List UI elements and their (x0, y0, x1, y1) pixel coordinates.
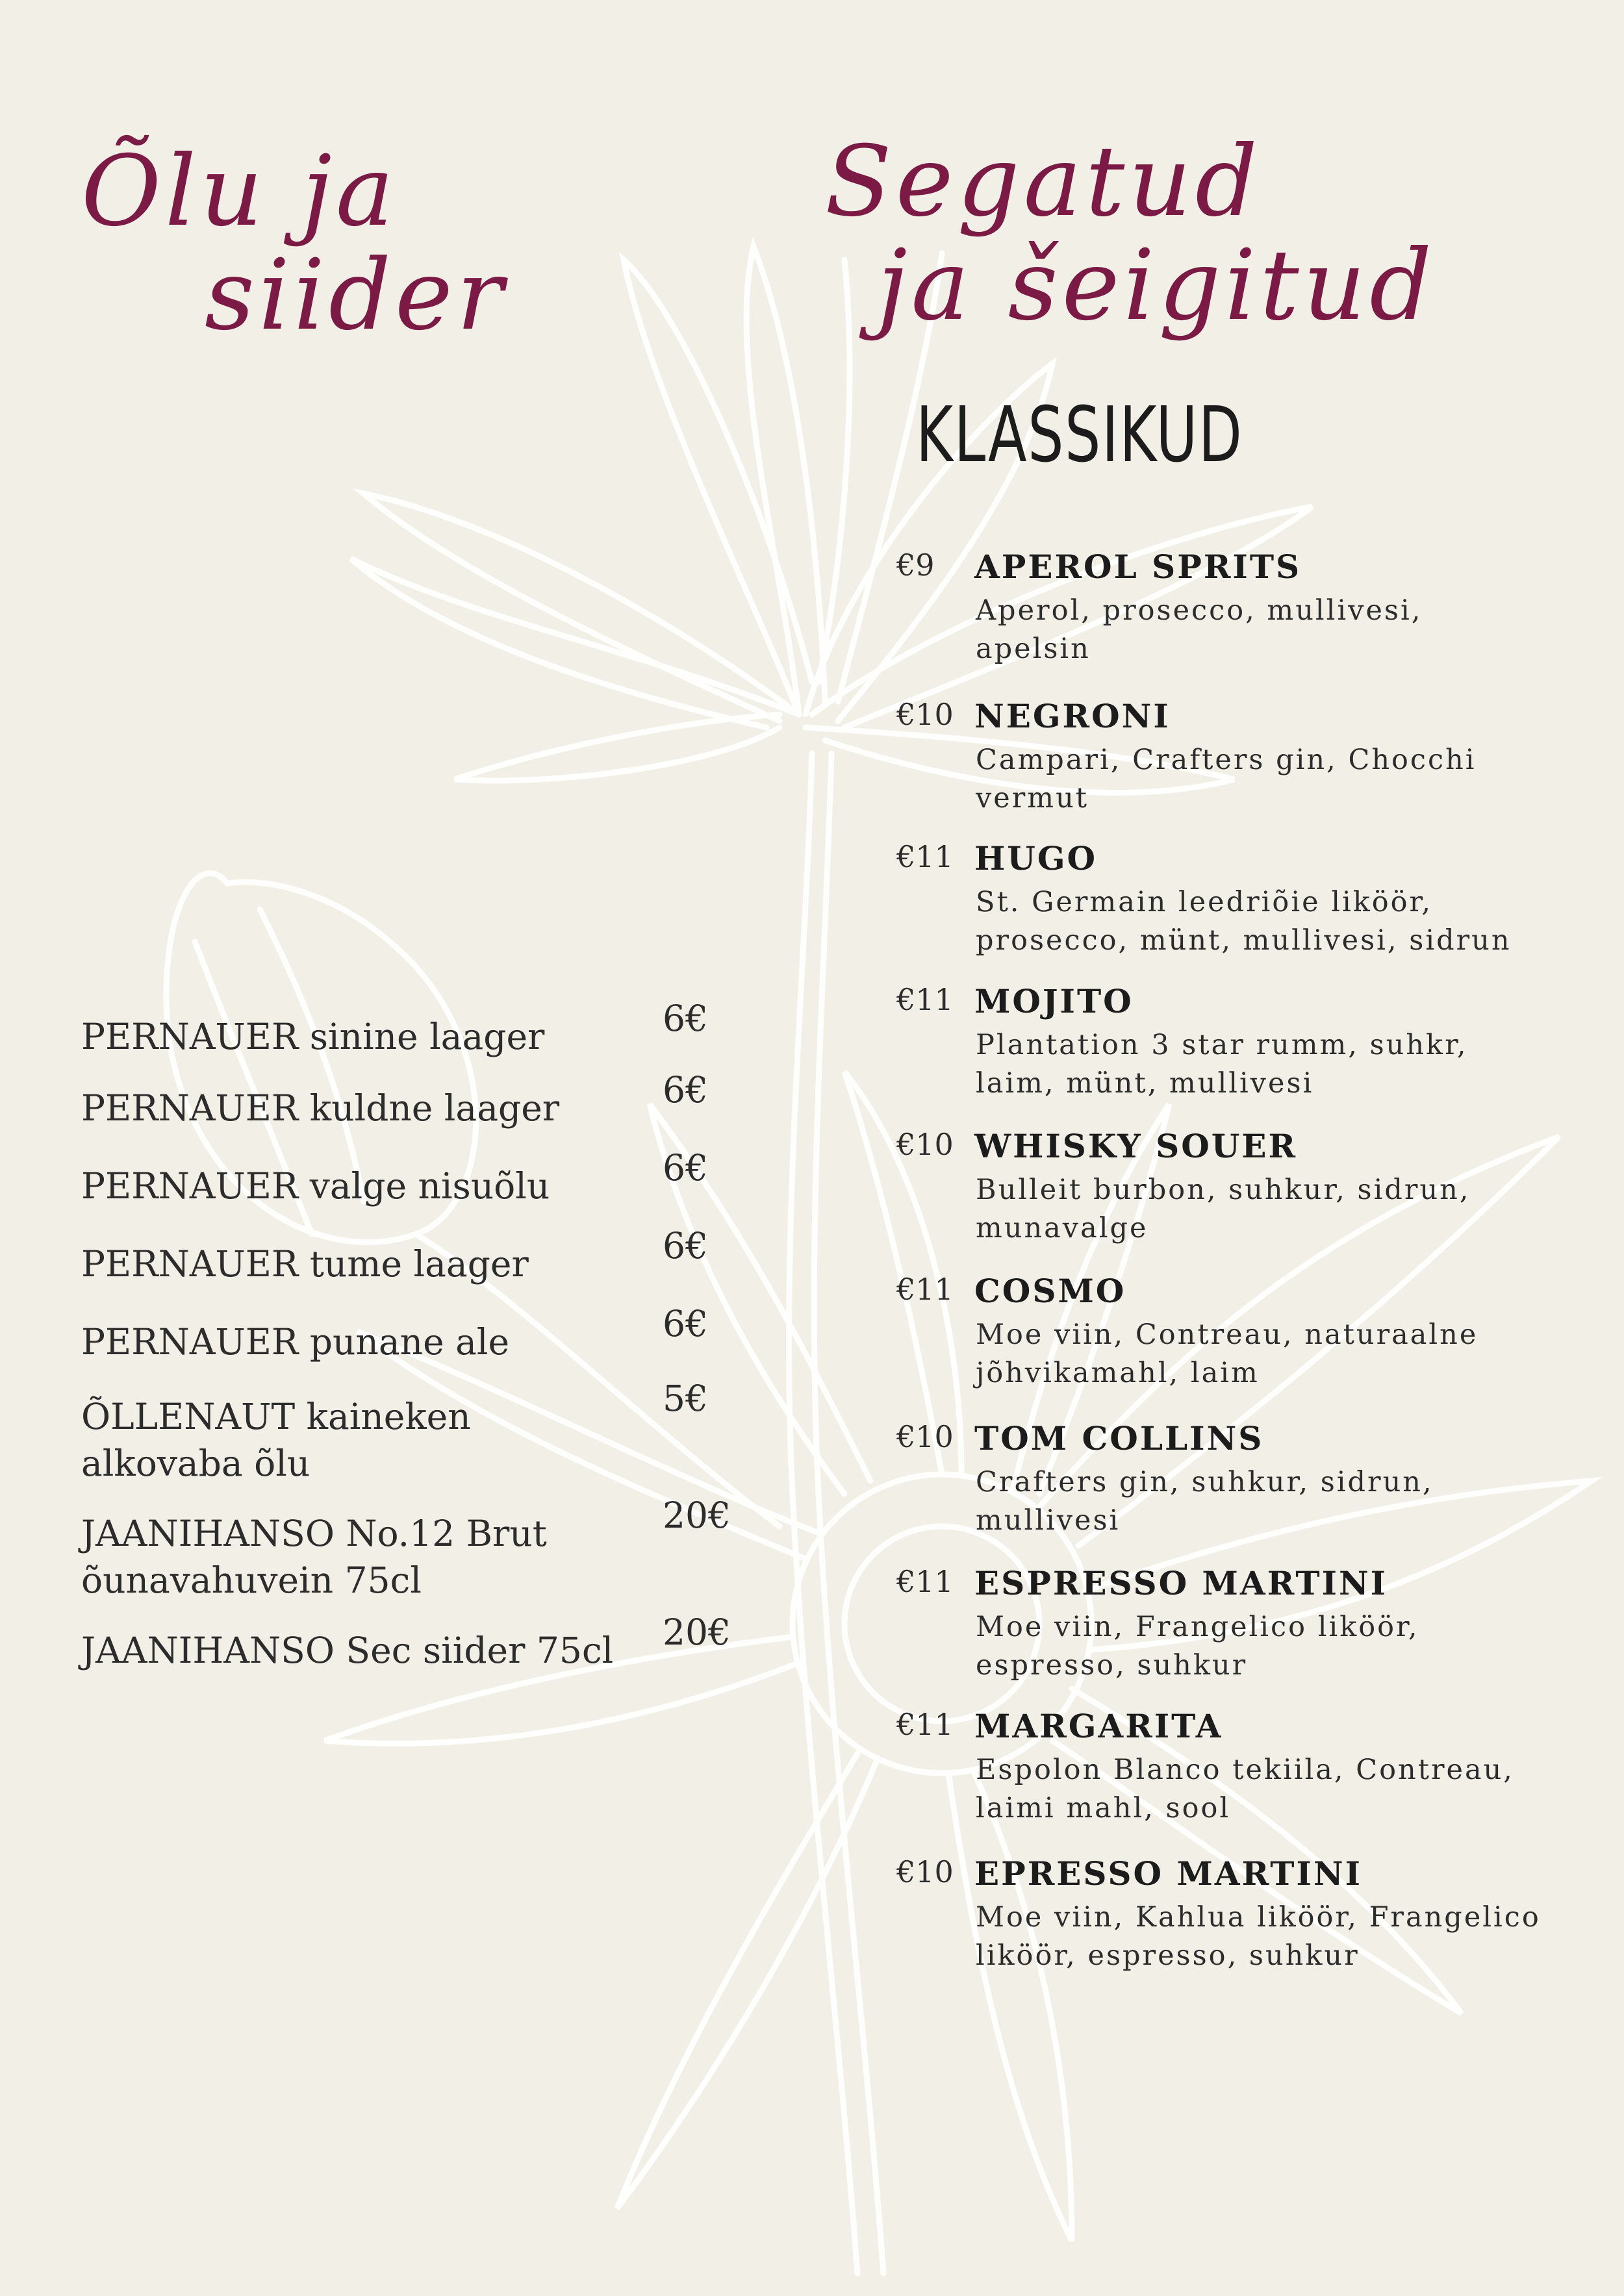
cocktail-name: MARGARITA (974, 1707, 1223, 1745)
beer-name: PERNAUER tume laager (81, 1243, 529, 1285)
beer-price: 20€ (663, 1495, 731, 1536)
cocktail-price: €11 (896, 982, 954, 1017)
beer-price: 6€ (663, 1303, 708, 1344)
cocktail-description: Espolon Blanco tekiila, Contreau, laimi mahl, sool (976, 1754, 1514, 1824)
beer-price: 6€ (663, 1225, 708, 1267)
cocktail-name: APEROL SPRITS (974, 548, 1302, 586)
beer-name: PERNAUER kuldne laager (81, 1087, 560, 1129)
cocktail-name: NEGRONI (974, 697, 1171, 735)
beer-title-line1: Õlu ja (81, 135, 398, 248)
cocktail-name: ESPRESSO MARTINI (974, 1564, 1388, 1602)
cocktail-price: €10 (896, 697, 954, 732)
cocktail-price: €11 (896, 839, 954, 874)
cocktail-description: Bulleit burbon, suhkur, sidrun, munavalge (976, 1174, 1471, 1244)
cocktail-price: €11 (896, 1564, 954, 1599)
cocktail-description: Moe viin, Frangelico liköör, espresso, suhkur (976, 1611, 1419, 1682)
cocktail-description: Plantation 3 star rumm, suhkr, laim, münt, mullivesi (976, 1029, 1468, 1100)
cocktail-price: €10 (896, 1127, 954, 1162)
cocktail-description: Moe viin, Contreau, naturaalne jõhvikamahl, laim (976, 1318, 1478, 1389)
cocktail-description: Moe viin, Kahlua liköör, Frangelico liköör, espresso, suhkur (976, 1901, 1541, 1972)
cocktail-price: €10 (896, 1419, 954, 1454)
klassikud-heading: KLASSIKUD (916, 390, 1243, 479)
cocktail-description: Campari, Crafters gin, Chocchi vermut (976, 744, 1477, 814)
beer-name: PERNAUER sinine laager (81, 1016, 545, 1057)
cocktail-price: €11 (896, 1272, 954, 1307)
cocktail-section-title (825, 125, 1436, 342)
cocktail-title-line1: Segatud (825, 125, 1262, 238)
cocktail-price: €11 (896, 1707, 954, 1742)
beer-price: 20€ (663, 1611, 731, 1653)
cocktail-name: COSMO (974, 1272, 1126, 1310)
cocktail-description: Crafters gin, suhkur, sidrun, mullivesi (976, 1466, 1434, 1537)
beer-name: ÕLLENAUT kaineken alkovaba õlu (81, 1396, 471, 1484)
beer-name: JAANIHANSO Sec siider 75cl (81, 1630, 614, 1671)
cocktail-name: HUGO (974, 839, 1098, 877)
cocktail-name: EPRESSO MARTINI (974, 1854, 1362, 1893)
beer-title-line2: siider (205, 239, 507, 352)
cocktail-description: St. Germain leedriõie liköör, prosecco, münt, mullivesi, sidrun (976, 886, 1512, 957)
beer-name: PERNAUER punane ale (81, 1321, 510, 1363)
cocktail-name: WHISKY SOUER (974, 1127, 1298, 1165)
beer-price: 6€ (663, 1147, 708, 1189)
cocktail-name: MOJITO (974, 982, 1134, 1020)
cocktail-title-line2: ja šeigitud (877, 229, 1436, 342)
cocktail-description: Aperol, prosecco, mullivesi, apelsin (976, 594, 1423, 665)
beer-name: JAANIHANSO No.12 Brut õunavahuvein 75cl (81, 1513, 547, 1601)
beer-section-title (81, 135, 507, 352)
beer-price: 5€ (663, 1378, 708, 1419)
cocktail-price: €10 (896, 1854, 954, 1889)
cocktail-name: TOM COLLINS (974, 1419, 1264, 1457)
cocktail-price: €9 (896, 548, 935, 583)
beer-price: 6€ (663, 998, 708, 1039)
beer-price: 6€ (663, 1069, 708, 1111)
beer-name: PERNAUER valge nisuõlu (81, 1165, 550, 1207)
